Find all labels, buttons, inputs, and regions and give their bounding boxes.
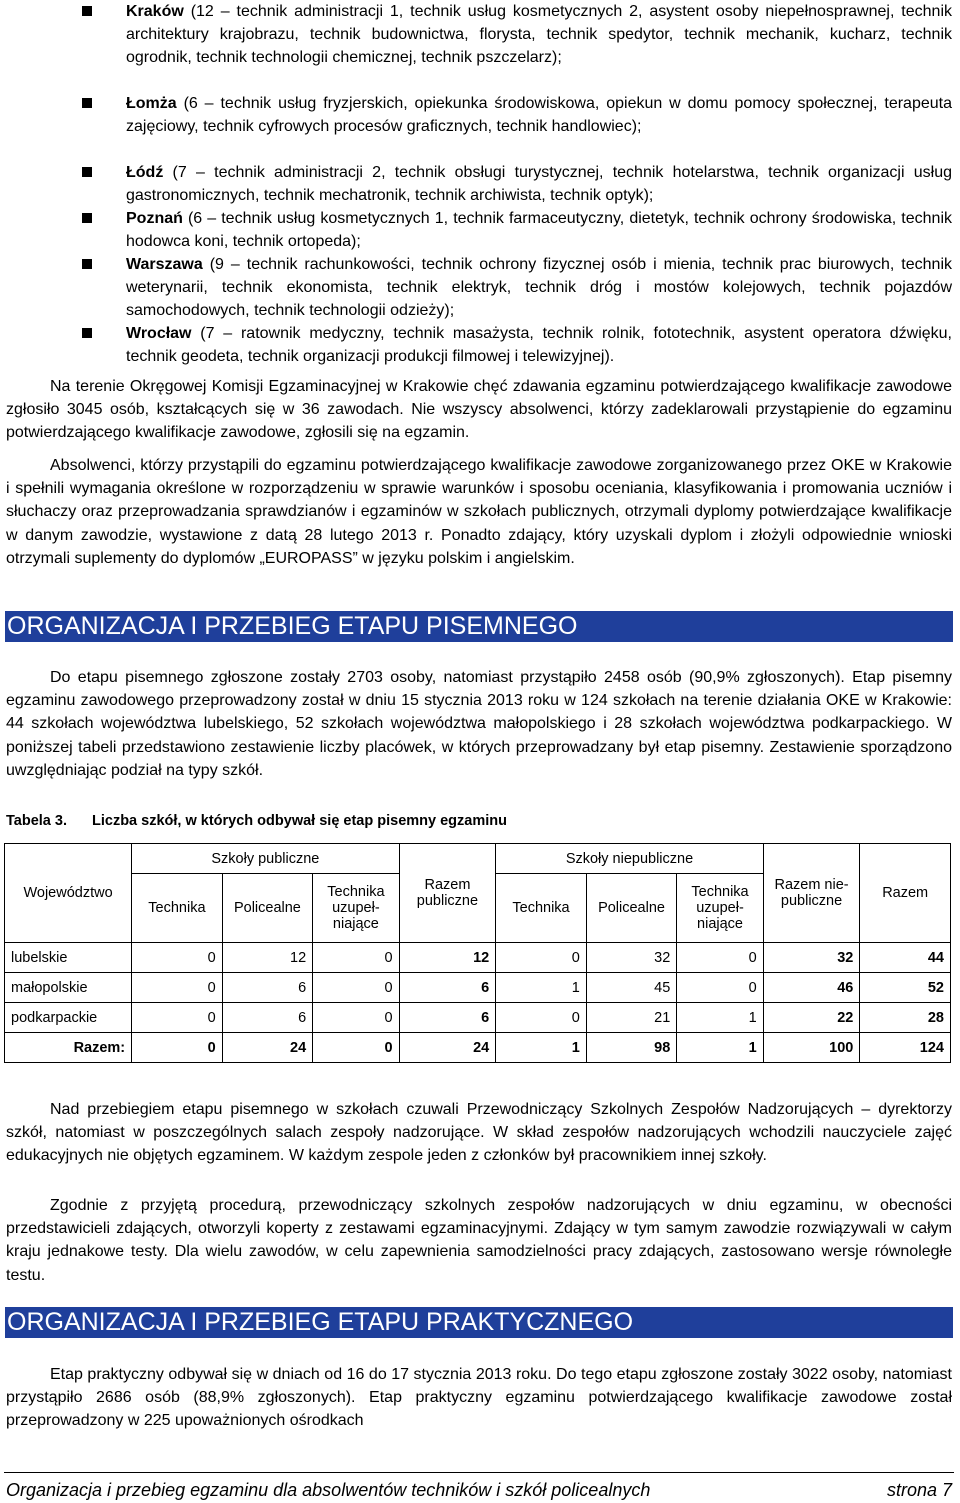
list-item: [0, 0, 960, 92]
table-cell: 44: [860, 943, 951, 973]
table-cell: 0: [132, 1033, 223, 1063]
table-caption: [6, 813, 507, 829]
city-name: Poznań: [126, 210, 183, 227]
list-item: [0, 161, 960, 207]
row-label: Razem:: [5, 1033, 132, 1063]
list-item: [0, 92, 960, 161]
table-cell: 0: [313, 1033, 399, 1063]
square-bullet-icon: [82, 213, 92, 223]
column-header-policealne: Policealne: [222, 874, 313, 943]
column-header-voivodeship: Województwo: [5, 844, 132, 943]
list-item: [0, 207, 960, 253]
row-label: małopolskie: [5, 973, 132, 1003]
row-label: podkarpackie: [5, 1003, 132, 1033]
section-heading-written: ORGANIZACJA I PRZEBIEG ETAPU PISEMNEGO: [5, 611, 953, 642]
square-bullet-icon: [82, 98, 92, 108]
square-bullet-icon: [82, 167, 92, 177]
table-cell: 1: [677, 1033, 763, 1063]
paragraph-written-stage: Do etapu pisemnego zgłoszone zostały 2703 osoby, natomiast przystąpiło 2458 osób (90,9% zgłoszonych). Etap pisemny egzaminu zawodowego przeprowadzony został w dniu 15 stycznia 2013 roku w 124 szkołach na terenie działania OKE w Krakowie: 44 szkołach województwa lubelskiego, 52 szkołach województwa małopolskiego i 28 szkołach województwa podkarpackiego. W poniższej tabeli przedstawiono zestawienie liczby placówek, w których przeprowadzany był etap pisemny. Zestawienie sporządzono uwzględniając podział na typy szkół.: [6, 669, 952, 779]
table-cell: 0: [677, 943, 763, 973]
table-cell: 24: [399, 1033, 496, 1063]
city-name: Łomża: [126, 95, 177, 112]
city-professions: (7 – technik administracji 2, technik obsługi turystycznej, technik hotelarstwa, technik organizacji usług gastronomicznych, technik mechatronik, technik archiwista, technik optyk);: [126, 164, 952, 204]
table-cell: 0: [132, 1003, 223, 1033]
table-cell: 12: [399, 943, 496, 973]
table-cell: 32: [586, 943, 677, 973]
city-professions: (6 – technik usług fryzjerskich, opiekunka środowiskowa, opiekun w domu pomocy społecznej, terapeuta zajęciowy, technik cyfrowych procesów graficznych, technik handlowiec);: [126, 95, 952, 135]
paragraph-procedure: Zgodnie z przyjętą procedurą, przewodniczący szkolnych zespołów nadzorujących w dniu egzaminu, w obecności przedstawicieli zdających, otworzyli koperty z zestawami egzaminacyjnymi. Zdający w tym samym zawodzie rozwiązywali w całym kraju jednakowe testy. Dla wielu zawodów, w celu zapewnienia samodzielności pracy zdających, zastosowano wersje równoległe testu.: [6, 1197, 952, 1284]
table-cell: 6: [222, 1003, 313, 1033]
column-header-technika: Technika: [132, 874, 223, 943]
column-header-technika: Technika: [496, 874, 587, 943]
city-name: Warszawa: [126, 256, 203, 273]
table-cell: 0: [677, 973, 763, 1003]
paragraph-registration: Na terenie Okręgowej Komisji Egzaminacyjnej w Krakowie chęć zdawania egzaminu potwierdzającego kwalifikacje zawodowe zgłosiło 3045 osób, kształcących się w 36 zawodach. Nie wszyscy absolwenci, którzy zadeklarowali przystąpienie do egzaminu potwierdzającego kwalifikacje zawodowe, zgłosili się na egzamin.: [6, 378, 952, 442]
page-footer: [6, 1480, 952, 1501]
table-row-total: [5, 1033, 951, 1063]
city-list: [0, 0, 960, 368]
city-name: Kraków: [126, 3, 184, 20]
table-cell: 12: [222, 943, 313, 973]
city-professions: (7 – ratownik medyczny, technik masażysta, technik rolnik, fototechnik, asystent operatora dźwięku, technik geodeta, technik organizacji produkcji filmowej i telewizyjnej).: [126, 325, 952, 365]
column-header-uzupelniajace: Technika uzupeł-niające: [313, 874, 399, 943]
table-cell: 98: [586, 1033, 677, 1063]
table-cell: 28: [860, 1003, 951, 1033]
row-label: lubelskie: [5, 943, 132, 973]
city-professions: (12 – technik administracji 1, technik usług kosmetycznych 2, asystent osoby niepełnosprawnej, technik architektury krajobrazu, technik budownictwa, florysta, technik spedytor, technik mechanik, kucharz, technik ogrodnik, technik technologii chemicznej, technik pszczelarz);: [126, 3, 952, 66]
table-cell: 46: [763, 973, 860, 1003]
table-cell: 124: [860, 1033, 951, 1063]
city-name: Wrocław: [126, 325, 192, 342]
footer-title: Organizacja i przebieg egzaminu dla absolwentów techników i szkół policealnych: [6, 1480, 651, 1500]
table-cell: 6: [399, 1003, 496, 1033]
table-cell: 0: [313, 1003, 399, 1033]
list-item: [0, 322, 960, 368]
paragraph-practical-stage: Etap praktyczny odbywał się w dniach od 16 do 17 stycznia 2013 roku. Do tego etapu zgłoszone zostały 3022 osoby, natomiast przystąpiło 2686 osób (88,9% zgłoszonych). Etap praktyczny egzaminu potwierdzającego kwalifikacje zawodowe został przeprowadzony w 225 upoważnionych ośrodkach: [6, 1366, 952, 1430]
table-cell: 22: [763, 1003, 860, 1033]
city-professions: (6 – technik usług kosmetycznych 1, technik farmaceutyczny, dietetyk, technik ochrony środowiska, technik hodowca koni, technik ortopeda);: [126, 210, 952, 250]
page-number: strona 7: [886, 1480, 952, 1500]
table-cell: 45: [586, 973, 677, 1003]
column-header-total: Razem: [860, 844, 951, 943]
table-cell: 6: [222, 973, 313, 1003]
column-header-uzupelniajace: Technika uzupeł-niające: [677, 874, 763, 943]
column-group-public: Szkoły publiczne: [132, 844, 399, 874]
section-heading-practical: ORGANIZACJA I PRZEBIEG ETAPU PRAKTYCZNEGO: [5, 1307, 953, 1338]
table-cell: 0: [496, 943, 587, 973]
table-cell: 52: [860, 973, 951, 1003]
table-cell: 6: [399, 973, 496, 1003]
city-professions: (9 – technik rachunkowości, technik ochrony fizycznej osób i mienia, technik prac biurowych, technik weterynarii, technik ekonomista, technik elektryk, technik dróg i mostów kolejowych, technik pojazdów samochodowych, technik technologii odzieży);: [126, 256, 952, 319]
column-header-total-public: Razem publiczne: [399, 844, 496, 943]
table-cell: 1: [677, 1003, 763, 1033]
schools-table: [4, 843, 951, 1063]
table-row: [5, 973, 951, 1003]
table-cell: 0: [132, 943, 223, 973]
city-name: Łódź: [126, 164, 164, 181]
table-row: [5, 1003, 951, 1033]
table-title: Liczba szkół, w których odbywał się etap pisemny egzaminu: [92, 813, 507, 829]
table-cell: 0: [132, 973, 223, 1003]
table-number: Tabela 3.: [6, 813, 67, 829]
table-cell: 24: [222, 1033, 313, 1063]
table-cell: 1: [496, 973, 587, 1003]
table-cell: 100: [763, 1033, 860, 1063]
column-group-nonpublic: Szkoły niepubliczne: [496, 844, 763, 874]
square-bullet-icon: [82, 328, 92, 338]
table-cell: 32: [763, 943, 860, 973]
table-row: [5, 943, 951, 973]
table-cell: 21: [586, 1003, 677, 1033]
paragraph-diplomas: Absolwenci, którzy przystąpili do egzaminu potwierdzającego kwalifikacje zawodowe zorganizowanego przez OKE w Krakowie i spełnili wymagania określone w rozporządzeniu w sprawie warunków i sposobu oceniania, klasyfikowania i promowania uczniów i słuchaczy oraz przeprowadzania sprawdzianów i egzaminów w szkołach publicznych, otrzymali dyplomy potwierdzające kwalifikacje w danym zawodzie, wystawione z datą 28 lutego 2013 r. Ponadto zdający, który uzyskali dyplom i złożyli odpowiednie wnioski otrzymali suplementy do dyplomów „EUROPASS” w języku polskim i angielskim.: [6, 457, 952, 567]
column-header-policealne: Policealne: [586, 874, 677, 943]
table-cell: 0: [496, 1003, 587, 1033]
table-cell: 0: [313, 973, 399, 1003]
table-cell: 1: [496, 1033, 587, 1063]
paragraph-supervision: Nad przebiegiem etapu pisemnego w szkołach czuwali Przewodniczący Szkolnych Zespołów Nadzorujących – dyrektorzy szkół, natomiast w poszczególnych salach zespoły nadzorujące. W skład zespołów nadzorujących wchodzili nauczyciele zajęć edukacyjnych nie objętych egzaminem. W każdym zespole jeden z członków był pracownikiem innej szkoły.: [6, 1101, 952, 1165]
table-cell: 0: [313, 943, 399, 973]
square-bullet-icon: [82, 6, 92, 16]
footer-divider: [4, 1472, 954, 1473]
list-item: [0, 253, 960, 322]
square-bullet-icon: [82, 259, 92, 269]
column-header-total-nonpublic: Razem nie-publiczne: [763, 844, 860, 943]
